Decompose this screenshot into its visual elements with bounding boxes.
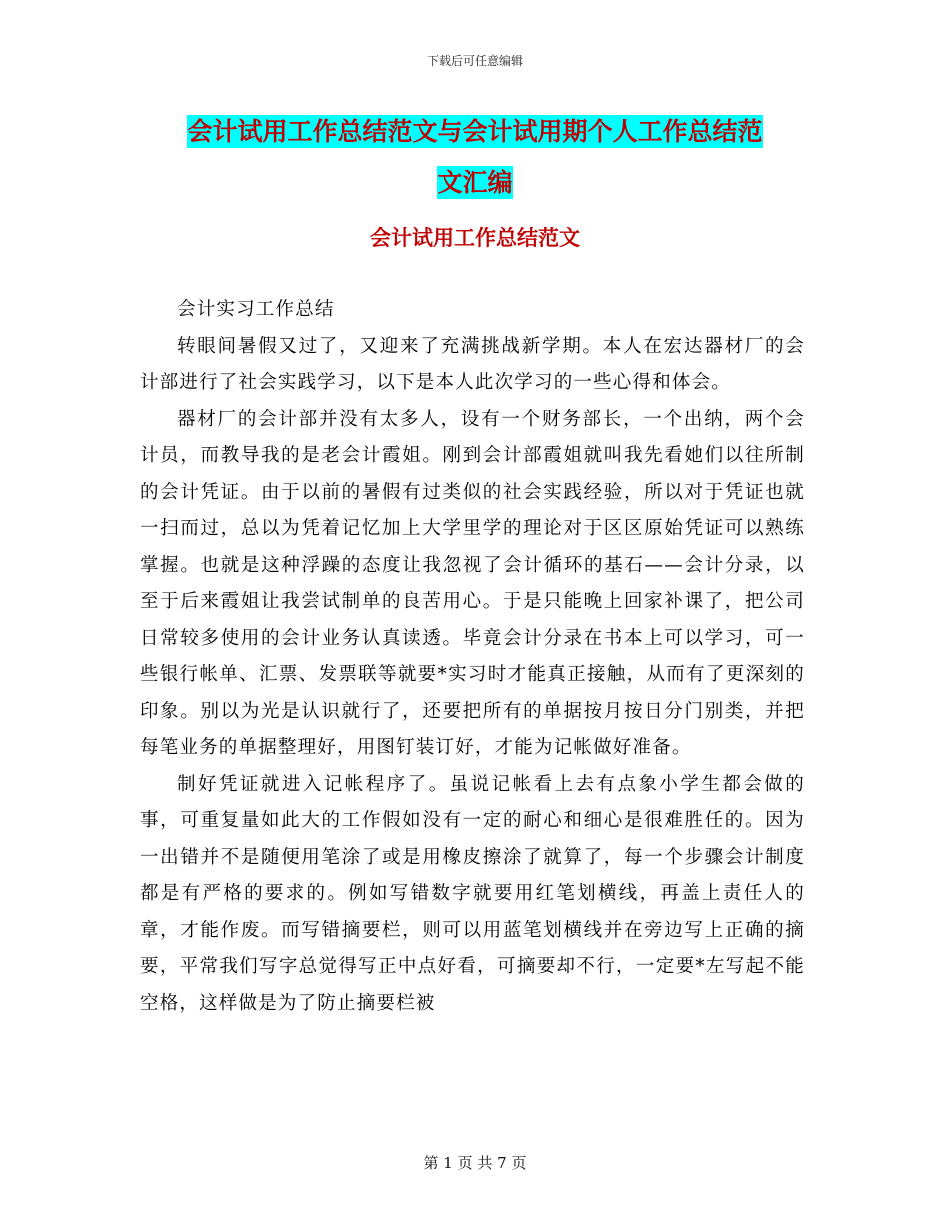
- document-title-line-1: 会计试用工作总结范文与会计试用期个人工作总结范: [187, 117, 763, 146]
- paragraph: 器材厂的会计部并没有太多人，设有一个财务部长，一个出纳，两个会计员，而教导我的是老会计霞姐。刚到会计部霞姐就叫我先看她们以往所制的会计凭证。由于以前的暑假有过类似的社会实践经验，所以对于凭证也就一扫而过，总以为凭着记忆加上大学里学的理论对于区区原始凭证可以熟练掌握。也就是这种浮躁的态度让我忽视了会计循环的基石——会计分录，以至于后来霞姐让我尝试制单的良苦用心。于是只能晚上回家补课了，把公司日常较多使用的会计业务认真读透。毕竟会计分录在书本上可以学习，可一些银行帐单、汇票、发票联等就要*实习时才能真正接触，从而有了更深刻的印象。别以为光是认识就行了，还要把所有的单据按月按日分门别类，并把每笔业务的单据整理好，用图钉装订好，才能为记帐做好准备。: [140, 408, 805, 758]
- document-title: [140, 106, 810, 208]
- header-note: 下载后可任意编辑: [426, 54, 523, 68]
- section-title: 会计试用工作总结范文: [370, 226, 580, 250]
- paragraph-subtitle: 会计实习工作总结: [177, 299, 335, 320]
- paragraph: 制好凭证就进入记帐程序了。虽说记帐看上去有点象小学生都会做的事，可重复量如此大的工作假如没有一定的耐心和细心是很难胜任的。因为一出错并不是随便用笔涂了或是用橡皮擦涂了就算了，每一个步骤会计制度都是有严格的要求的。例如写错数字就要用红笔划横线，再盖上责任人的章，才能作废。而写错摘要栏，则可以用蓝笔划横线并在旁边写上正确的摘要，平常我们写字总觉得写正中点好看，可摘要却不行，一定要*左写起不能空格，这样做是为了防止摘要栏被: [140, 773, 805, 1014]
- page-number: 第 1 页 共 7 页: [423, 1154, 527, 1172]
- paragraph: 转眼间暑假又过了，又迎来了充满挑战新学期。本人在宏达器材厂的会计部进行了社会实践学习，以下是本人此次学习的一些心得和体会。: [140, 335, 805, 393]
- body-text: [140, 292, 805, 1022]
- document-title-line-2: 文汇编: [437, 168, 513, 197]
